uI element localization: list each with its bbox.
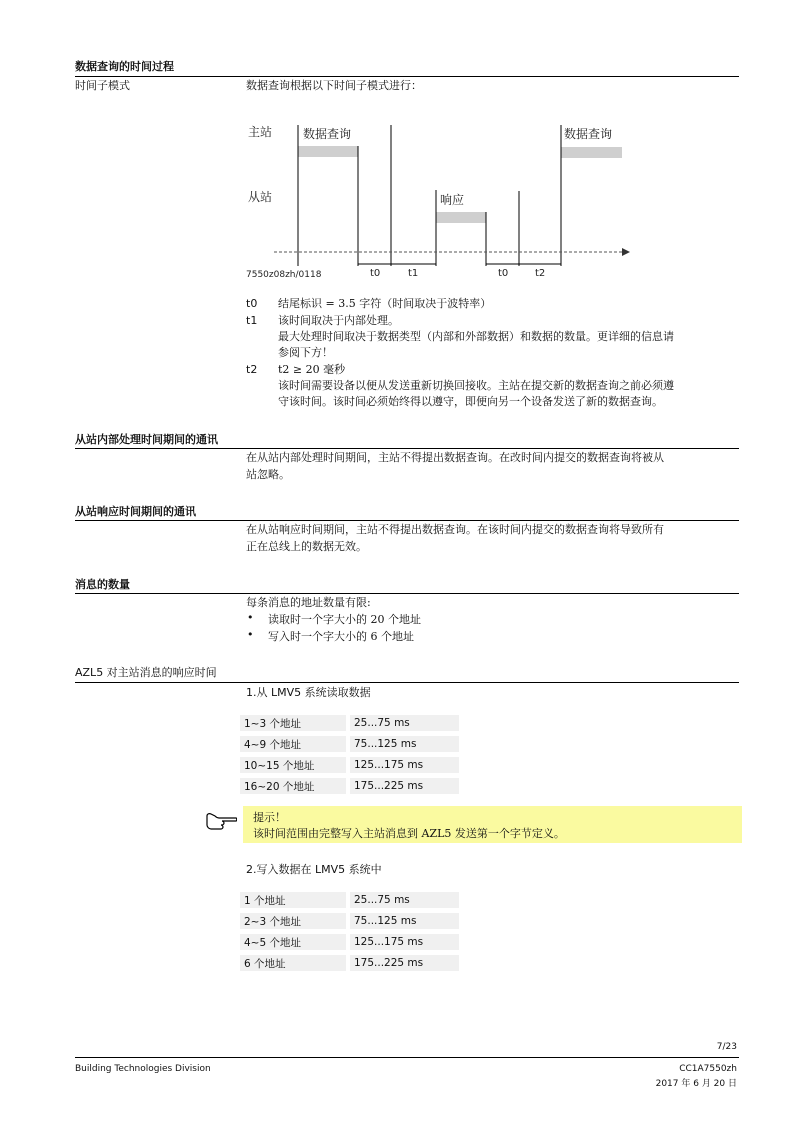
query-bar-2: [561, 147, 622, 158]
address-count-cell: 4~9 个地址: [240, 736, 346, 753]
footer-division: Building Technologies Division: [75, 1064, 211, 1074]
table-row: [240, 715, 459, 732]
section-title-internal-processing: 从站内部处理时间期间的通讯: [75, 433, 218, 446]
response-time-cell: 75...125 ms: [346, 736, 459, 753]
read-data-heading: 1.从 LMV5 系统读取数据: [246, 686, 371, 699]
footer-doc-id: CC1A7550zh: [679, 1064, 737, 1074]
table-row: [240, 736, 459, 753]
note-box: [243, 806, 742, 843]
response-time-cell: 125...175 ms: [346, 757, 459, 774]
message-count-intro: 每条消息的地址数量有限:: [246, 596, 371, 609]
internal-processing-text: 在从站内部处理时间期间，主站不得提出数据查询。在改时间内提交的数据查询将被从: [246, 451, 664, 464]
response-time-cell: 25...75 ms: [346, 715, 459, 732]
response-time-text: 在从站响应时间期间，主站不得提出数据查询。在该时间内提交的数据查询将导致所有: [246, 523, 664, 536]
t1-label: t1: [408, 268, 419, 279]
timing-intro: 数据查询根据以下时间子模式进行：: [246, 79, 422, 92]
response-bar: [436, 212, 486, 223]
address-count-cell: 16~20 个地址: [240, 778, 346, 795]
t0-label-2: t0: [498, 268, 509, 279]
slave-label: 从站: [248, 190, 273, 204]
write-response-table: [240, 888, 459, 976]
def-term-t0: t0: [246, 297, 258, 310]
master-label: 主站: [248, 125, 273, 139]
address-count-cell: 2~3 个地址: [240, 913, 346, 930]
def-t2-line: 守该时间。该时间必须始终得以遵守，即便向另一个设备发送了新的数据查询。: [278, 395, 663, 408]
def-t2-line: 该时间需要设备以便从发送重新切换回接收。主站在提交新的数据查询之前必须遵: [278, 379, 674, 392]
footer-date: 2017 年 6 月 20 日: [655, 1079, 737, 1089]
address-count-cell: 1~3 个地址: [240, 715, 346, 732]
def-t1-line: 最大处理时间取决于数据类型（内部和外部数据）和数据的数量。更详细的信息请: [278, 330, 674, 343]
table-row: [240, 757, 459, 774]
section-title-response-time: 从站响应时间期间的通讯: [75, 505, 196, 518]
bullet-item: 读取时一个字大小的 20 个地址: [268, 613, 421, 626]
response-time-cell: 75...125 ms: [346, 913, 459, 930]
table-row: [240, 778, 459, 795]
table-row: [240, 892, 459, 909]
section-title-timing: 数据查询的时间过程: [75, 60, 174, 73]
response-time-cell: 25...75 ms: [346, 892, 459, 909]
note-title: 提示！: [253, 811, 286, 824]
def-t1-line: 该时间取决于内部处理。: [278, 314, 399, 327]
response-time-text: 正在总线上的数据无效。: [246, 540, 367, 553]
response-label: 响应: [440, 193, 465, 207]
section-divider: [75, 593, 739, 594]
def-t0-line: 结尾标识 = 3.5 字符（时间取决于波特率）: [278, 297, 492, 310]
internal-processing-text: 站忽略。: [246, 468, 290, 481]
section-title-azl5-response: AZL5 对主站消息的响应时间: [75, 666, 217, 679]
address-count-cell: 1 个地址: [240, 892, 346, 909]
table-row: [240, 955, 459, 972]
read-response-table: [240, 711, 459, 799]
time-axis-arrow: [622, 248, 630, 256]
query-label-2: 数据查询: [564, 127, 613, 141]
address-count-cell: 4~5 个地址: [240, 934, 346, 951]
query-label-1: 数据查询: [303, 127, 352, 141]
address-count-cell: 6 个地址: [240, 955, 346, 972]
def-term-t1: t1: [246, 314, 258, 327]
diagram-code: 7550z08zh/0118: [246, 270, 322, 280]
def-t2-line: t2 ≥ 20 毫秒: [278, 363, 346, 376]
table-row: [240, 934, 459, 951]
write-data-heading: 2.写入数据在 LMV5 系统中: [246, 863, 382, 876]
t0-label-1: t0: [370, 268, 381, 279]
pointing-hand-icon: [205, 812, 237, 832]
response-time-cell: 125...175 ms: [346, 934, 459, 951]
note-text: 该时间范围由完整写入主站消息到 AZL5 发送第一个字节定义。: [253, 827, 565, 840]
section-title-message-count: 消息的数量: [75, 578, 130, 591]
query-bar-1: [298, 146, 358, 157]
bullet-item: 写入时一个字大小的 6 个地址: [268, 630, 414, 643]
bullet-dot: •: [247, 628, 254, 641]
response-time-cell: 175...225 ms: [346, 955, 459, 972]
def-t1-line: 参阅下方！: [278, 346, 333, 359]
page-number: 7/23: [716, 1042, 737, 1052]
t2-label: t2: [535, 268, 546, 279]
def-term-t2: t2: [246, 363, 258, 376]
bullet-dot: •: [247, 611, 254, 624]
footer-divider: [75, 1057, 739, 1058]
response-time-cell: 175...225 ms: [346, 778, 459, 795]
section-divider: [75, 682, 739, 683]
address-count-cell: 10~15 个地址: [240, 757, 346, 774]
timing-diagram: [240, 115, 640, 285]
side-label-timing-mode: 时间子模式: [75, 79, 130, 92]
table-row: [240, 913, 459, 930]
